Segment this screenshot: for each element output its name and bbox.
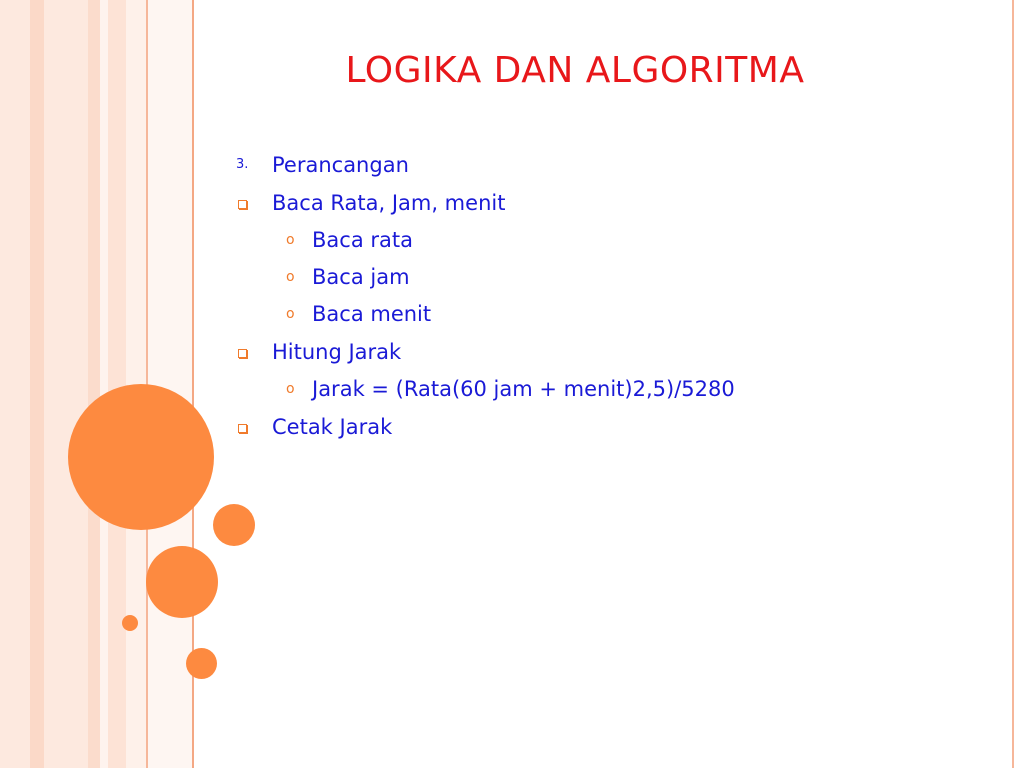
list-item-text: Baca jam [312, 265, 410, 289]
list-item [232, 184, 932, 222]
decorative-circle-small [186, 648, 217, 679]
list-item-text: Baca menit [312, 302, 432, 326]
decorative-stripe [30, 0, 44, 768]
decorative-circle-large [68, 384, 214, 530]
list-item [232, 333, 932, 371]
list-item [232, 408, 932, 446]
list-item-text: Perancangan [272, 153, 409, 177]
slide-content [232, 146, 932, 446]
list-item-text: Baca rata [312, 228, 413, 252]
list-subitem [232, 371, 932, 408]
decorative-stripe [44, 0, 88, 768]
decorative-stripe [88, 0, 100, 768]
square-bullet-icon [238, 200, 247, 209]
numbered-marker: 3. [236, 157, 249, 172]
square-bullet-icon [238, 349, 247, 358]
slide-title: LOGIKA DAN ALGORITMA [345, 50, 805, 91]
list-subitem [232, 259, 932, 296]
decorative-circle-medium [146, 546, 218, 618]
list-item-text: Baca Rata, Jam, menit [272, 191, 506, 215]
square-bullet-icon [238, 424, 247, 433]
list-subitem [232, 222, 932, 259]
decorative-stripe [108, 0, 126, 768]
decorative-stripe [0, 0, 30, 768]
list-item-text: Jarak = (Rata(60 jam + menit)2,5)/5280 [312, 377, 735, 401]
circle-bullet-icon: o [286, 232, 295, 248]
list-item-text: Hitung Jarak [272, 340, 402, 364]
decorative-stripe [100, 0, 108, 768]
decorative-circle-tiny [122, 615, 138, 631]
circle-bullet-icon: o [286, 306, 295, 322]
list-item [232, 146, 932, 184]
list-subitem [232, 296, 932, 333]
list-item-text: Cetak Jarak [272, 415, 393, 439]
decorative-stripe [148, 0, 192, 768]
circle-bullet-icon: o [286, 381, 295, 397]
decorative-circle-small [213, 504, 255, 546]
right-border-line [1012, 0, 1014, 768]
circle-bullet-icon: o [286, 269, 295, 285]
